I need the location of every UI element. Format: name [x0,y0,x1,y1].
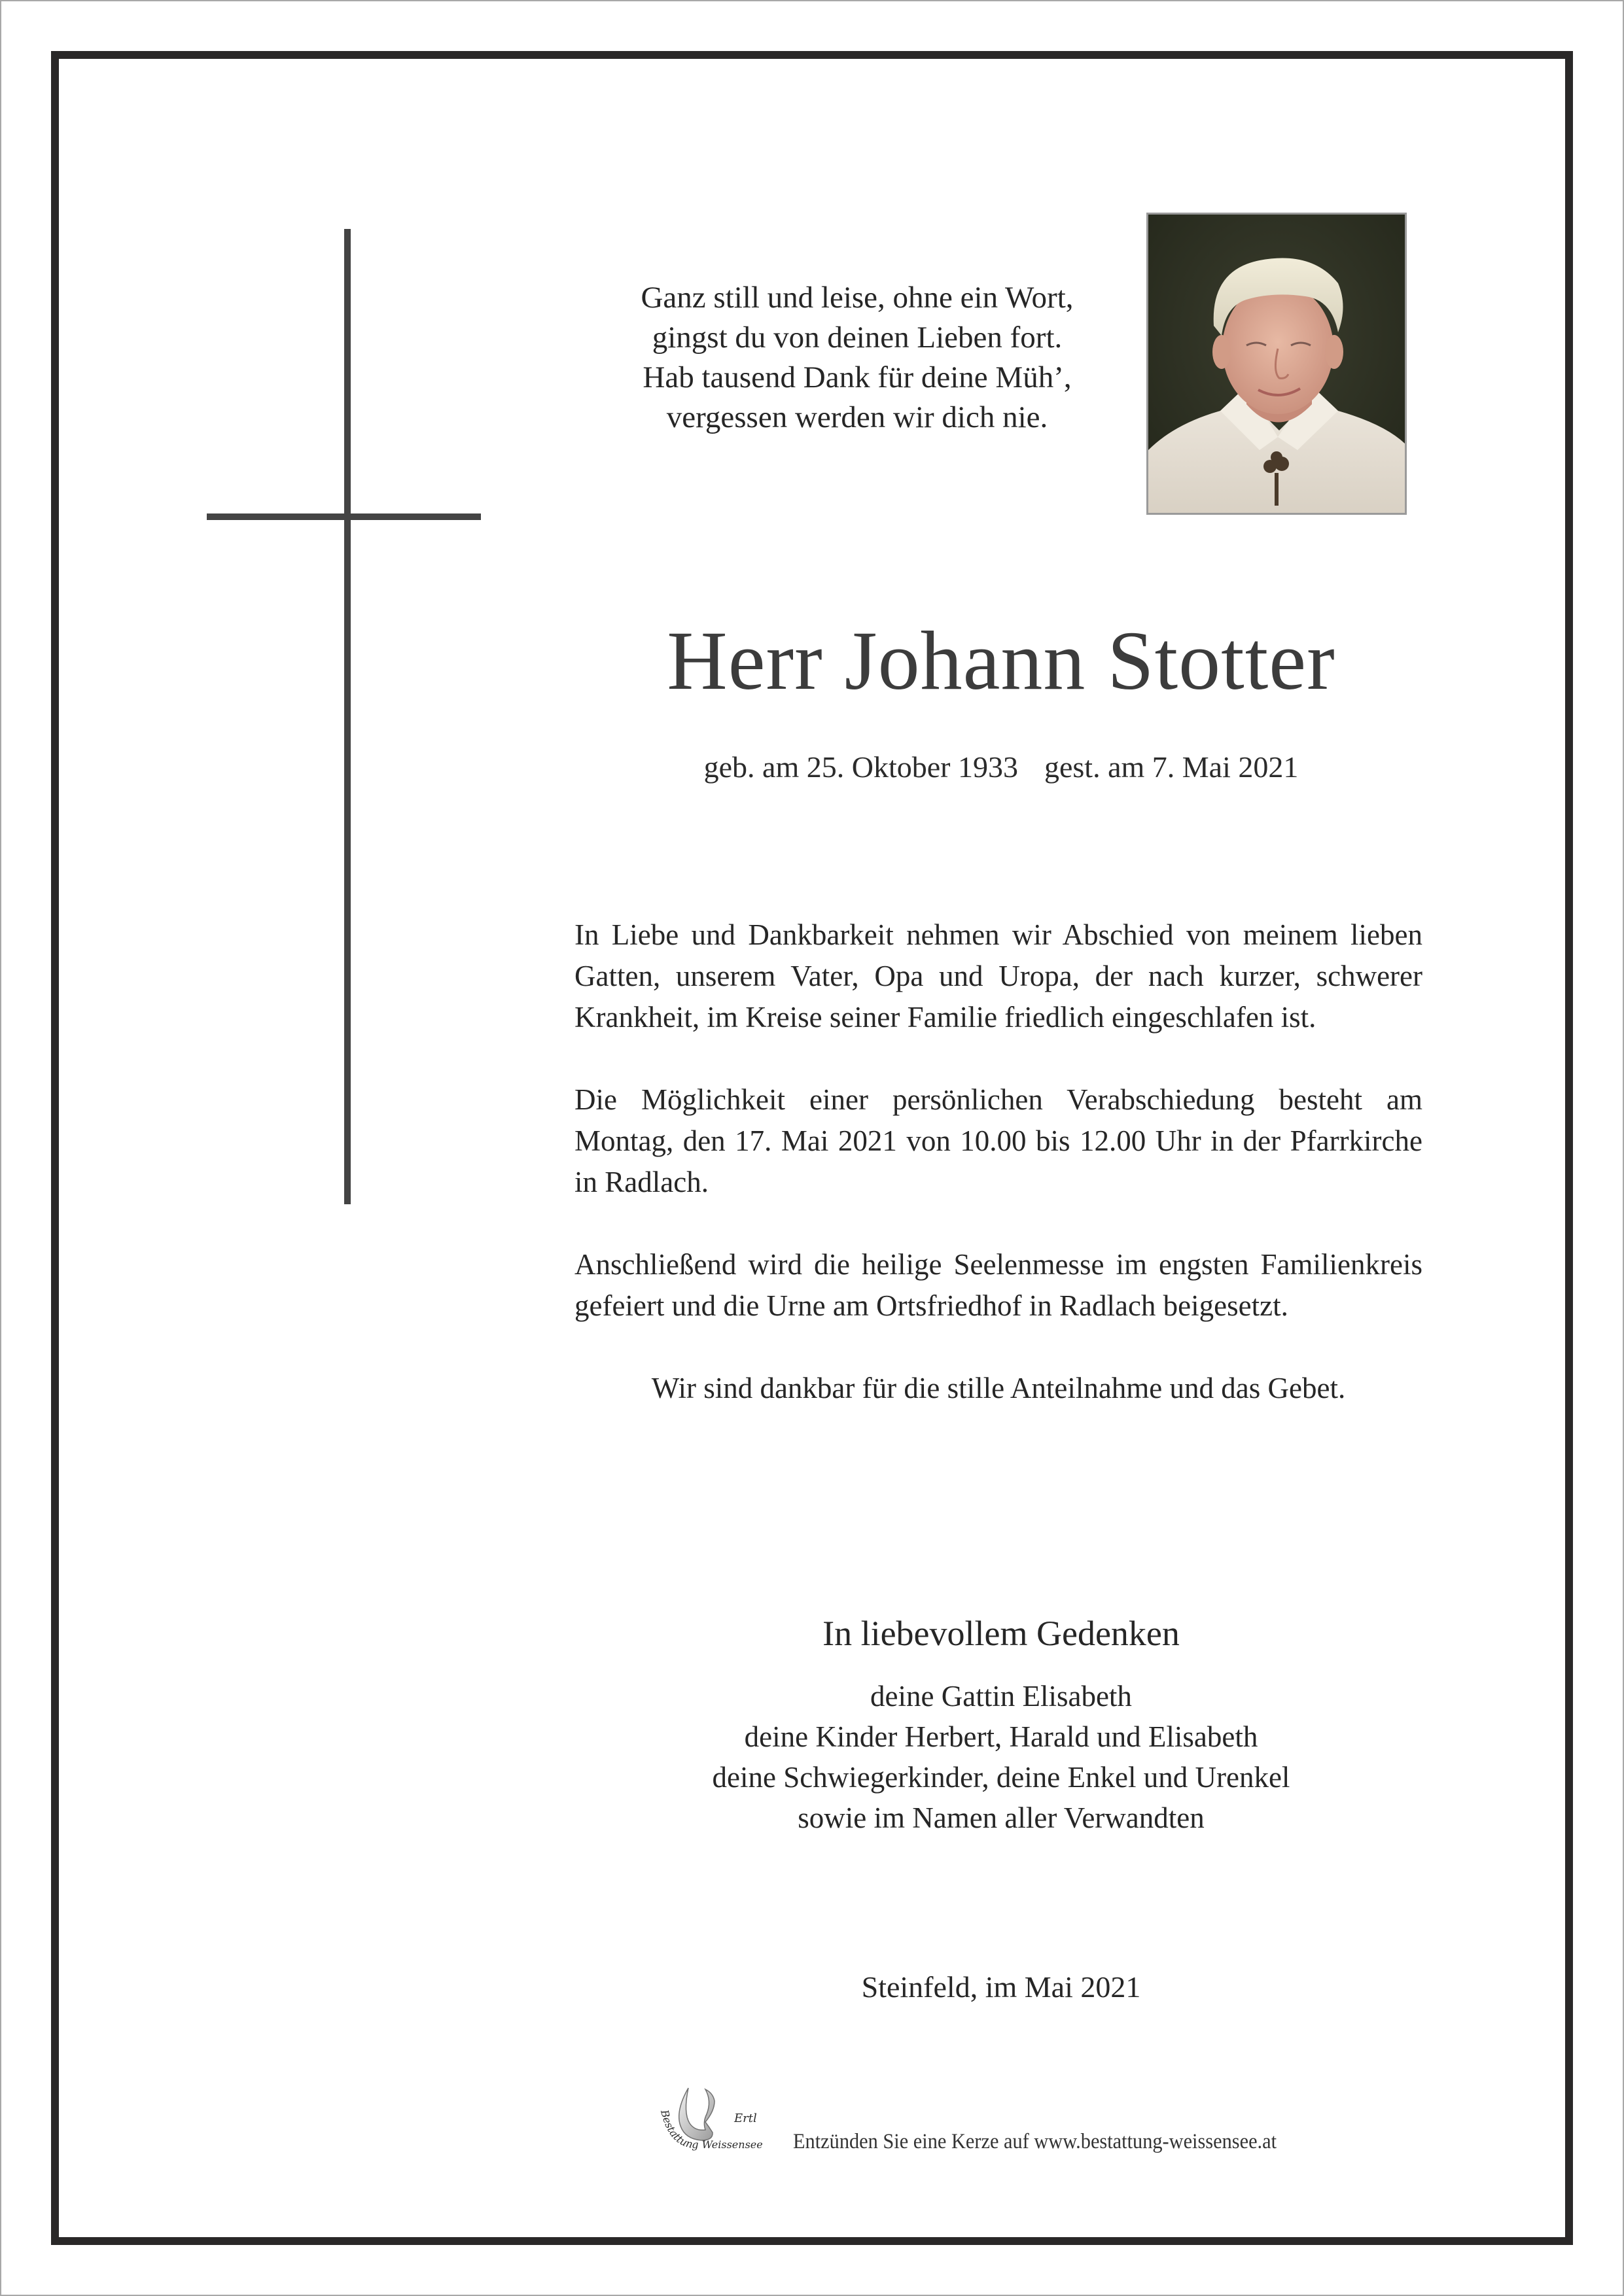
body-paragraph: In Liebe und Dankbarkeit nehmen wir Abschied von meinem lieben Gatten, unserem Vater, Opa und Uropa, der nach kurzer, schwerer Krankheit, im Kreise seiner Familie friedlich eingeschlafen ist. [574,918,1422,1034]
logo-text-ertl: Ertl [734,2112,757,2125]
mourner-line: deine Gattin Elisabeth [870,1680,1132,1713]
life-dates [576,748,1426,787]
light-a-candle-link[interactable]: Entzünden Sie eine Kerze auf www.bestattung-weissensee.at [793,2130,1277,2153]
mourner-line: sowie im Namen aller Verwandten [798,1801,1205,1834]
deceased-name: Herr Johann Stotter [667,614,1335,707]
funeral-home-logo-icon [649,2075,773,2157]
poem-line: Ganz still und leise, ohne ein Wort, [641,281,1074,315]
logo-text-company: Bestattung Weissensee [658,2108,763,2151]
portrait-image [1148,215,1405,513]
poem-line: Hab tausend Dank für deine Müh’, [643,360,1072,394]
mourner-line: deine Schwiegerkinder, deine Enkel und Urenkel [712,1761,1290,1794]
bestattung-weissensee-logo [649,2075,773,2157]
portrait-photo [1146,213,1407,515]
birth-date: geb. am 25. Oktober 1933 [703,750,1018,784]
notice-body [574,914,1422,1450]
memorial-poem [569,278,1145,438]
body-paragraph: Anschließend wird die heilige Seelenmesse im engsten Familienkreis gefeiert und die Urne am Ortsfriedhof in Radlach beigesetzt. [574,1248,1422,1322]
mourners-section [576,1610,1426,1838]
body-paragraph: Die Möglichkeit einer persönlichen Verabschiedung besteht am Montag, den 17. Mai 2021 von 10.00 bis 12.00 Uhr in der Pfarrkirche in Radlach. [574,1083,1422,1198]
mourner-line: deine Kinder Herbert, Harald und Elisabeth [744,1720,1258,1753]
body-paragraph-thanks: Wir sind dankbar für die stille Anteilnahme und das Gebet. [651,1372,1346,1404]
death-date: gest. am 7. Mai 2021 [1044,750,1299,784]
poem-line: vergessen werden wir dich nie. [666,400,1048,434]
closing-heading: In liebevollem Gedenken [822,1614,1180,1653]
cross-horizontal-bar [207,513,481,520]
poem-line: gingst du von deinen Lieben fort. [652,321,1063,355]
cross-vertical-bar [344,229,351,1204]
place-and-date: Steinfeld, im Mai 2021 [861,1970,1141,2004]
